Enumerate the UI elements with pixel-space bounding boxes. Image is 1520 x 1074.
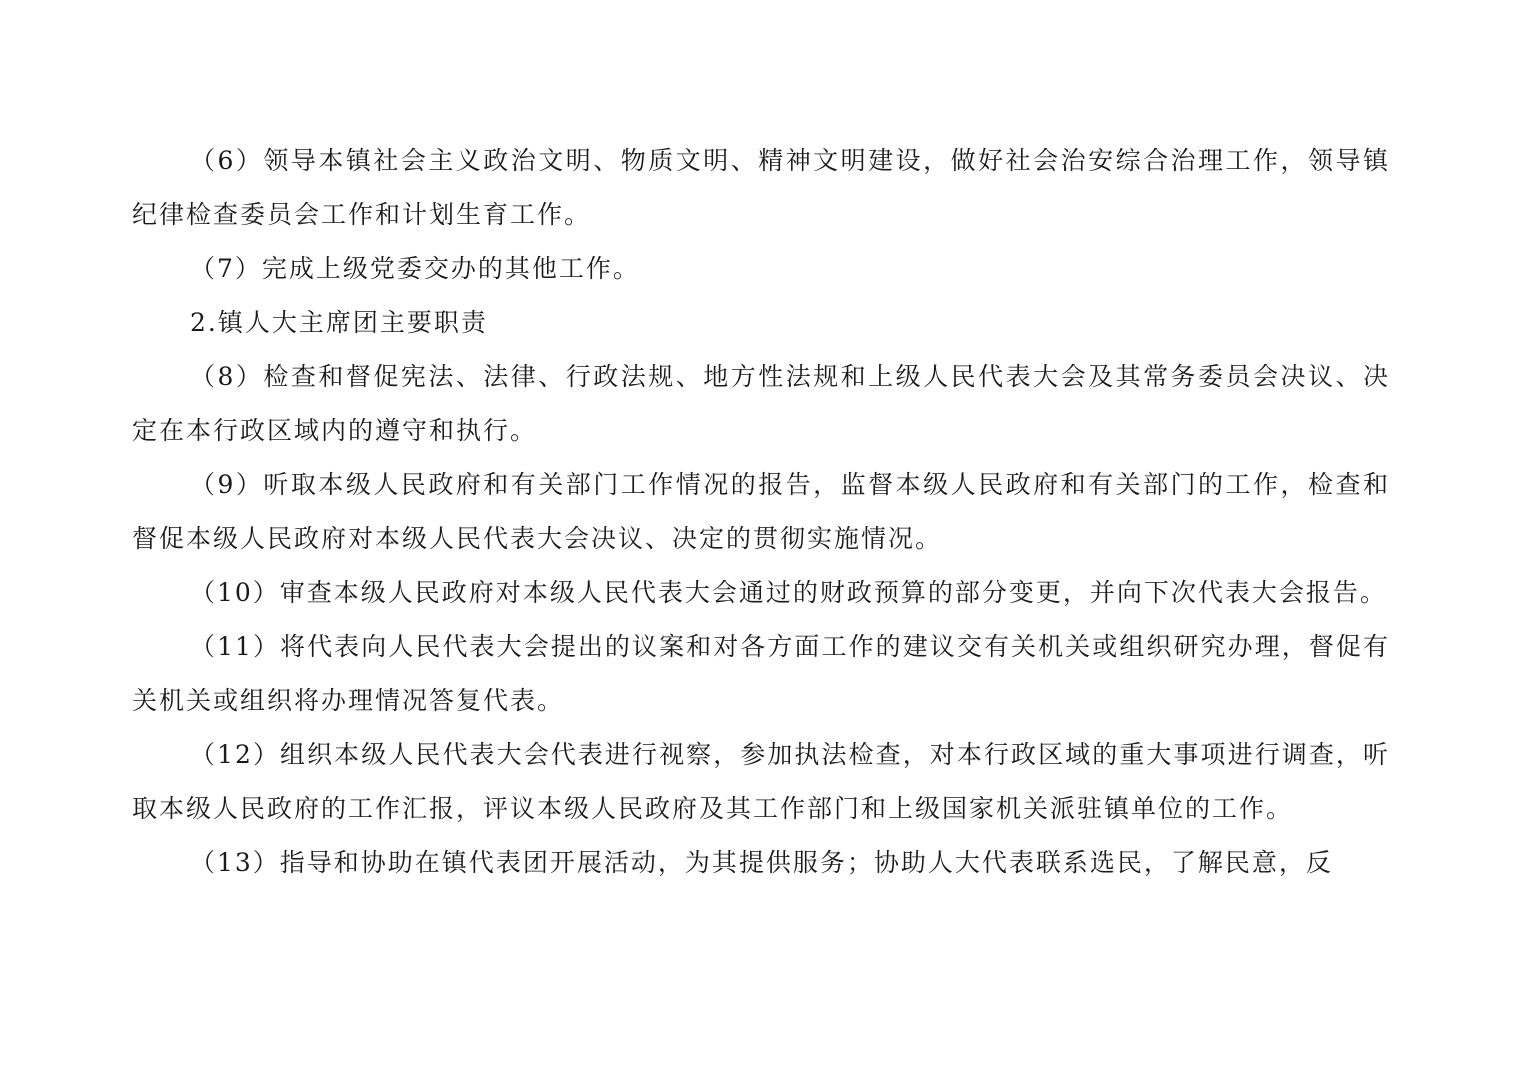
paragraph-item-7: （7）完成上级党委交办的其他工作。 [190,254,640,283]
paragraph-item-9: （9）听取本级人民政府和有关部门工作情况的报告，监督本级人民政府和有关部门的工作，检查和督促本级人民政府对本级人民代表大会决议、决定的贯彻实施情况。 [132,470,1390,553]
section-heading: 2.镇人大主席团主要职责 [190,308,488,337]
paragraph-item-10: （10）审查本级人民政府对本级人民代表大会通过的财政预算的部分变更，并向下次代表大会报告。 [190,578,1387,607]
paragraph-item-6: （6）领导本镇社会主义政治文明、物质文明、精神文明建设，做好社会治安综合治理工作，领导镇纪律检查委员会工作和计划生育工作。 [132,146,1390,229]
paragraph-item-11: （11）将代表向人民代表大会提出的议案和对各方面工作的建议交有关机关或组织研究办理，督促有关机关或组织将办理情况答复代表。 [132,632,1390,715]
paragraph-item-8: （8）检查和督促宪法、法律、行政法规、地方性法规和上级人民代表大会及其常务委员会决议、决定在本行政区域内的遵守和执行。 [132,362,1390,445]
document-body [132,134,1390,890]
paragraph-item-13: （13）指导和协助在镇代表团开展活动，为其提供服务；协助人大代表联系选民，了解民意，反 [190,848,1333,877]
paragraph-item-12: （12）组织本级人民代表大会代表进行视察，参加执法检查，对本行政区域的重大事项进行调查，听取本级人民政府的工作汇报，评议本级人民政府及其工作部门和上级国家机关派驻镇单位的工作。 [132,740,1390,823]
